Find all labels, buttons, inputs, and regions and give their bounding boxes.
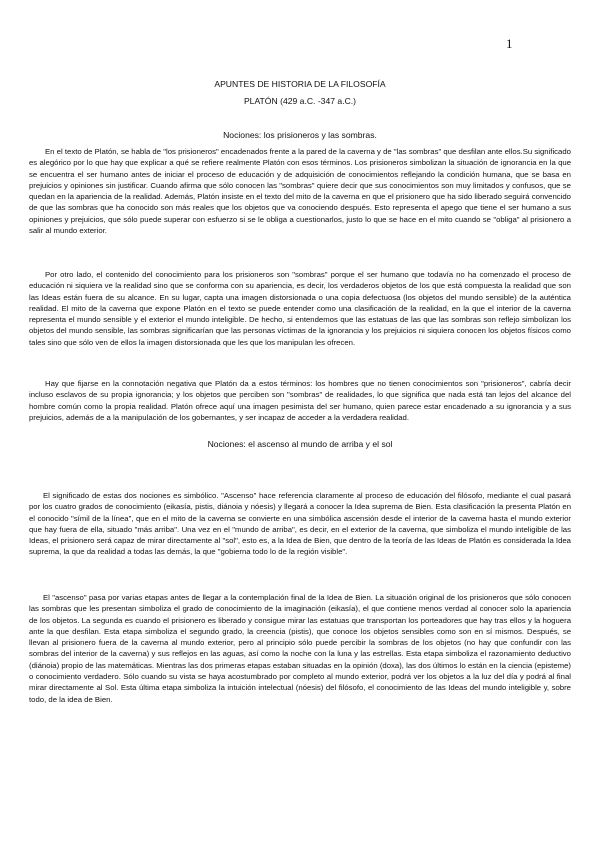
paragraph: El significado de estas dos nociones es simbólico. "Ascenso" hace referencia claramente al proceso de educación del filósofo, mediante el cual pasará por los cuatro grados de conocimiento (eikasía, pistis, diánoia y nóesis) y llegará a conocer la Idea suprema de Bien. Esta clasificación la presenta Platón en el conocido "símil de la línea", que en el mito de la caverna se convierte en una simbólica ascensión desde el interior de la caverna hasta el mundo exterior que hay fuera de ella, situado "más arriba". Una vez en el "mundo de arriba", es decir, en el exterior de la caverna, que simboliza el mundo inteligible de las Ideas, el prisionero será capaz de mirar directamente al "sol", esto es, a la Idea de Bien, que dentro de la teoría de las Ideas de Platón es considerada la Idea suprema, la que da realidad a todas las demás, la que "gobierna todo lo de la región visible". xyxy=(29,491,571,557)
section-heading-prisoners: Nociones: los prisioneros y las sombras. xyxy=(223,130,377,140)
paragraph: Por otro lado, el contenido del conocimiento para los prisioneros son "sombras" porque el ser humano que todavía no ha comenzado el proceso de educación ni siquiera ve la realidad sino que se conforma con su apariencia, es decir, los verdaderos objetos de los que está compuesta la realidad que son las Ideas están fuera de su alcance. En su lugar, capta una imagen distorsionada o una copia defectuosa (los objetos del mundo sensible) de la auténtica realidad. El mito de la caverna que expone Platón en el texto se puede entender como una clasificación de la realidad, en la que el interior de la caverna representa el mundo sensible y el exterior el mundo inteligible. De hecho, si entendemos que las estatuas de las que las sombras son reflejo simbolizan los objetos del mundo sensible, las sombras significarían que las personas víctimas de la ignorancia y los prejuicios ni siquiera conocen los objetos físicos como tales sino que sólo ven de ellos la imagen distorsionada que les que los manipulan les ofrecen. xyxy=(29,270,571,347)
paragraph: Hay que fijarse en la connotación negativa que Platón da a estos términos: los hombres que no tienen conocimientos son "prisioneros", cabría decir incluso esclavos de su propia ignorancia; y los objetos que perciben son "sombras" de realidades, lo que significa que nada está tan lejos del alcance del hombre común como la propia realidad. Platón ofrece aquí una imagen pesimista del ser humano, quien parece estar encadenado a su ignorancia y a sus prejuicios, además de a la manipulación de los gobernantes, y ser incapaz de acceder a la verdadera realidad. xyxy=(29,379,571,422)
section-heading-ascent: Nociones: el ascenso al mundo de arriba y el sol xyxy=(207,439,393,449)
paragraph: En el texto de Platón, se habla de "los prisioneros" encadenados frente a la pared de la caverna y de "las sombras" que desfilan ante ellos.Su significado es alegórico por lo que hay que explicar a qué se refiere realmente Platón con esos términos. Los prisioneros simbolizan la situación de ignorancia en la que se encuentra el ser humano antes de iniciar el proceso de educación y de adquisición de conocimientos reflejando la condición humana, que se basa en prejuicios y opiniones sin justificar. Cuando afirma que sólo conocen las "sombras" quiere decir que sus conocimientos son muy limitados y confusos, que se quedan en la apariencia de la realidad. Además, Platón insiste en el texto del mito de la caverna en que el prisionero que ha sido liberado seguirá convencido de que las sombras que ha conocido son más reales que los objetos que va conociendo después. Esto representa el apego que tiene el ser humano a sus opiniones y prejuicios, que sólo puede superar con esfuerzo si se le obliga a cuestionarlos, justo lo que se hace en el mito cuando se "obliga" al prisionero a salir al mundo exterior. xyxy=(29,147,571,236)
page-number: 1 xyxy=(506,36,513,51)
document-subtitle: PLATÓN (429 a.C. -347 a.C.) xyxy=(243,96,357,106)
document-title: APUNTES DE HISTORIA DE LA FILOSOFÍA xyxy=(214,79,386,89)
paragraph: El "ascenso" pasa por varias etapas antes de llegar a la contemplación final de la Idea de Bien. La situación original de los prisioneros que sólo conocen las sombras que les presentan simboliza el grado de conocimiento de la imaginación (eikasía), el que contiene menos verdad al conocer solo la apariencia de los objetos. La segunda es cuando el prisionero es liberado y consigue mirar las estatuas que transportan los porteadores que hay tras ellos y la hoguera ante la que desfilan. Esta etapa simboliza el segundo grado, la creencia (pistis), que conoce los objetos sensibles como son en sí mismos. Después, se llevan al prisionero fuera de la caverna al mundo exterior, pero al principio sólo puede percibir la sombras de los objetos (no hay que confundir con las sombras del interior de la caverna) y sus reflejos en las aguas, así como la noche con la luna y las estrellas. Esta etapa simboliza el razonamiento deductivo (diánoia) propio de las matemáticas. Mientras las dos primeras etapas estaban situadas en la opinión (doxa), las dos últimos lo están en la ciencia (episteme) o conocimiento verdadero. Sólo cuando su vista se haya acostumbrado por completo al mundo exterior, podrá ver los objetos a la luz del día y podrá al final mirar directamente al Sol. Esta última etapa simboliza la intuición intelectual (nóesis) del filósofo, el conocimiento de las Ideas del mundo inteligible y, sobre todo, de la idea de Bien. xyxy=(29,593,571,704)
